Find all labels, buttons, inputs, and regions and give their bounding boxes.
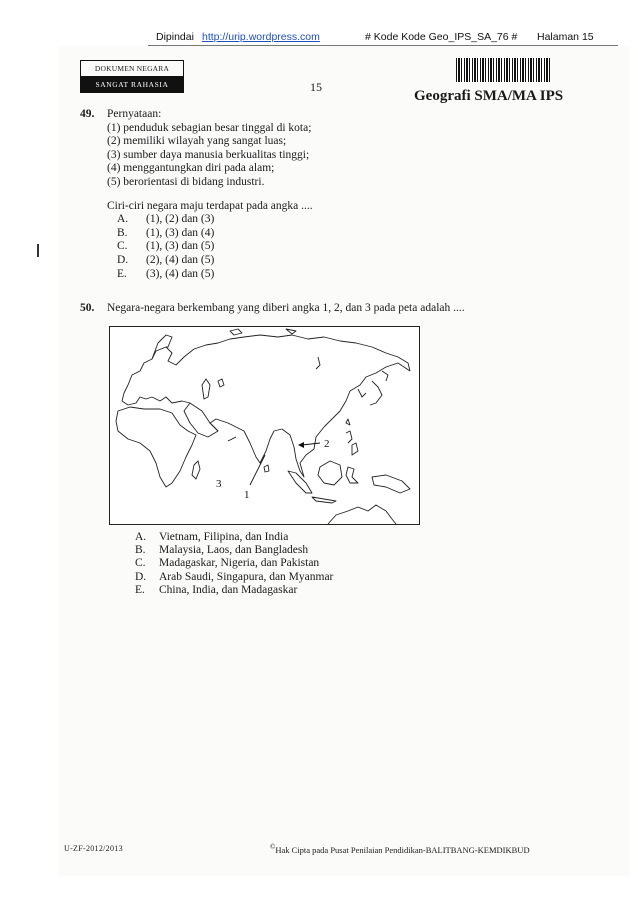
question-number: 49. [80, 108, 95, 120]
answer-option[interactable]: D. Arab Saudi, Singapura, dan Myanmar [135, 570, 334, 583]
pointer-arrow-2 [302, 443, 320, 445]
subject-title: Geografi SMA/MA IPS [414, 88, 564, 104]
answer-option[interactable]: E. China, India, dan Madagaskar [135, 583, 298, 596]
statement: (1) penduduk sebagian besar tinggal di kota; [107, 121, 312, 134]
statement: (4) menggantungkan diri pada alam; [107, 162, 275, 175]
answer-option[interactable]: B. (1), (3) dan (4) [117, 226, 215, 239]
question-text: Ciri-ciri negara maju terdapat pada angka .... [107, 199, 313, 212]
answer-option[interactable]: A. Vietnam, Filipina, dan India [135, 531, 289, 543]
scan-source-link[interactable]: http://urip.wordpress.com [202, 31, 320, 43]
footer-copyright [270, 843, 530, 855]
statement-intro: Pernyataan: [107, 108, 162, 120]
scan-prefix: Dipindai [156, 31, 194, 43]
classification-line1: DOKUMEN NEGARA [81, 61, 183, 77]
footer-code: U-ZF-2012/2013 [64, 844, 123, 853]
question-50-options [126, 531, 333, 597]
copyright-symbol: © [270, 843, 276, 851]
page-label: Halaman 15 [537, 31, 594, 43]
barcode [456, 58, 550, 82]
statement: (5) berorientasi di bidang industri. [107, 175, 265, 188]
margin-mark [37, 244, 39, 257]
asia-map [109, 326, 420, 525]
map-label-3: 3 [216, 478, 222, 490]
map-drawing [110, 327, 419, 524]
pointer-line-3 [228, 437, 236, 441]
map-label-2: 2 [324, 438, 330, 450]
copyright-text: Hak Cipta pada Pusat Penilaian Pendidikan-BALITBANG-KEMDIKBUD [275, 844, 530, 855]
page-number: 15 [310, 80, 322, 94]
answer-option[interactable]: D. (2), (4) dan (5) [117, 253, 215, 266]
question-text: Negara-negara berkembang yang diberi angka 1, 2, dan 3 pada peta adalah .... [107, 302, 465, 314]
scan-header [0, 31, 638, 45]
classification-line2: SANGAT RAHASIA [81, 77, 183, 92]
answer-option[interactable]: C. (1), (3) dan (5) [117, 240, 215, 253]
arrowhead-icon [298, 442, 304, 448]
answer-option[interactable]: B. Malaysia, Laos, dan Bangladesh [135, 544, 309, 557]
answer-option[interactable]: A. (1), (2) dan (3) [117, 213, 215, 226]
statement: (2) memiliki wilayah yang sangat luas; [107, 135, 287, 148]
classification-box [80, 60, 184, 93]
answer-option[interactable]: E. (3), (4) dan (5) [117, 267, 215, 280]
answer-option[interactable]: C. Madagaskar, Nigeria, dan Pakistan [135, 557, 320, 570]
exam-code: # Kode Kode Geo_IPS_SA_76 # [365, 31, 518, 43]
question-number: 50. [80, 302, 95, 314]
map-label-1: 1 [244, 489, 250, 501]
statement: (3) sumber daya manusia berkualitas tinggi; [107, 148, 310, 161]
